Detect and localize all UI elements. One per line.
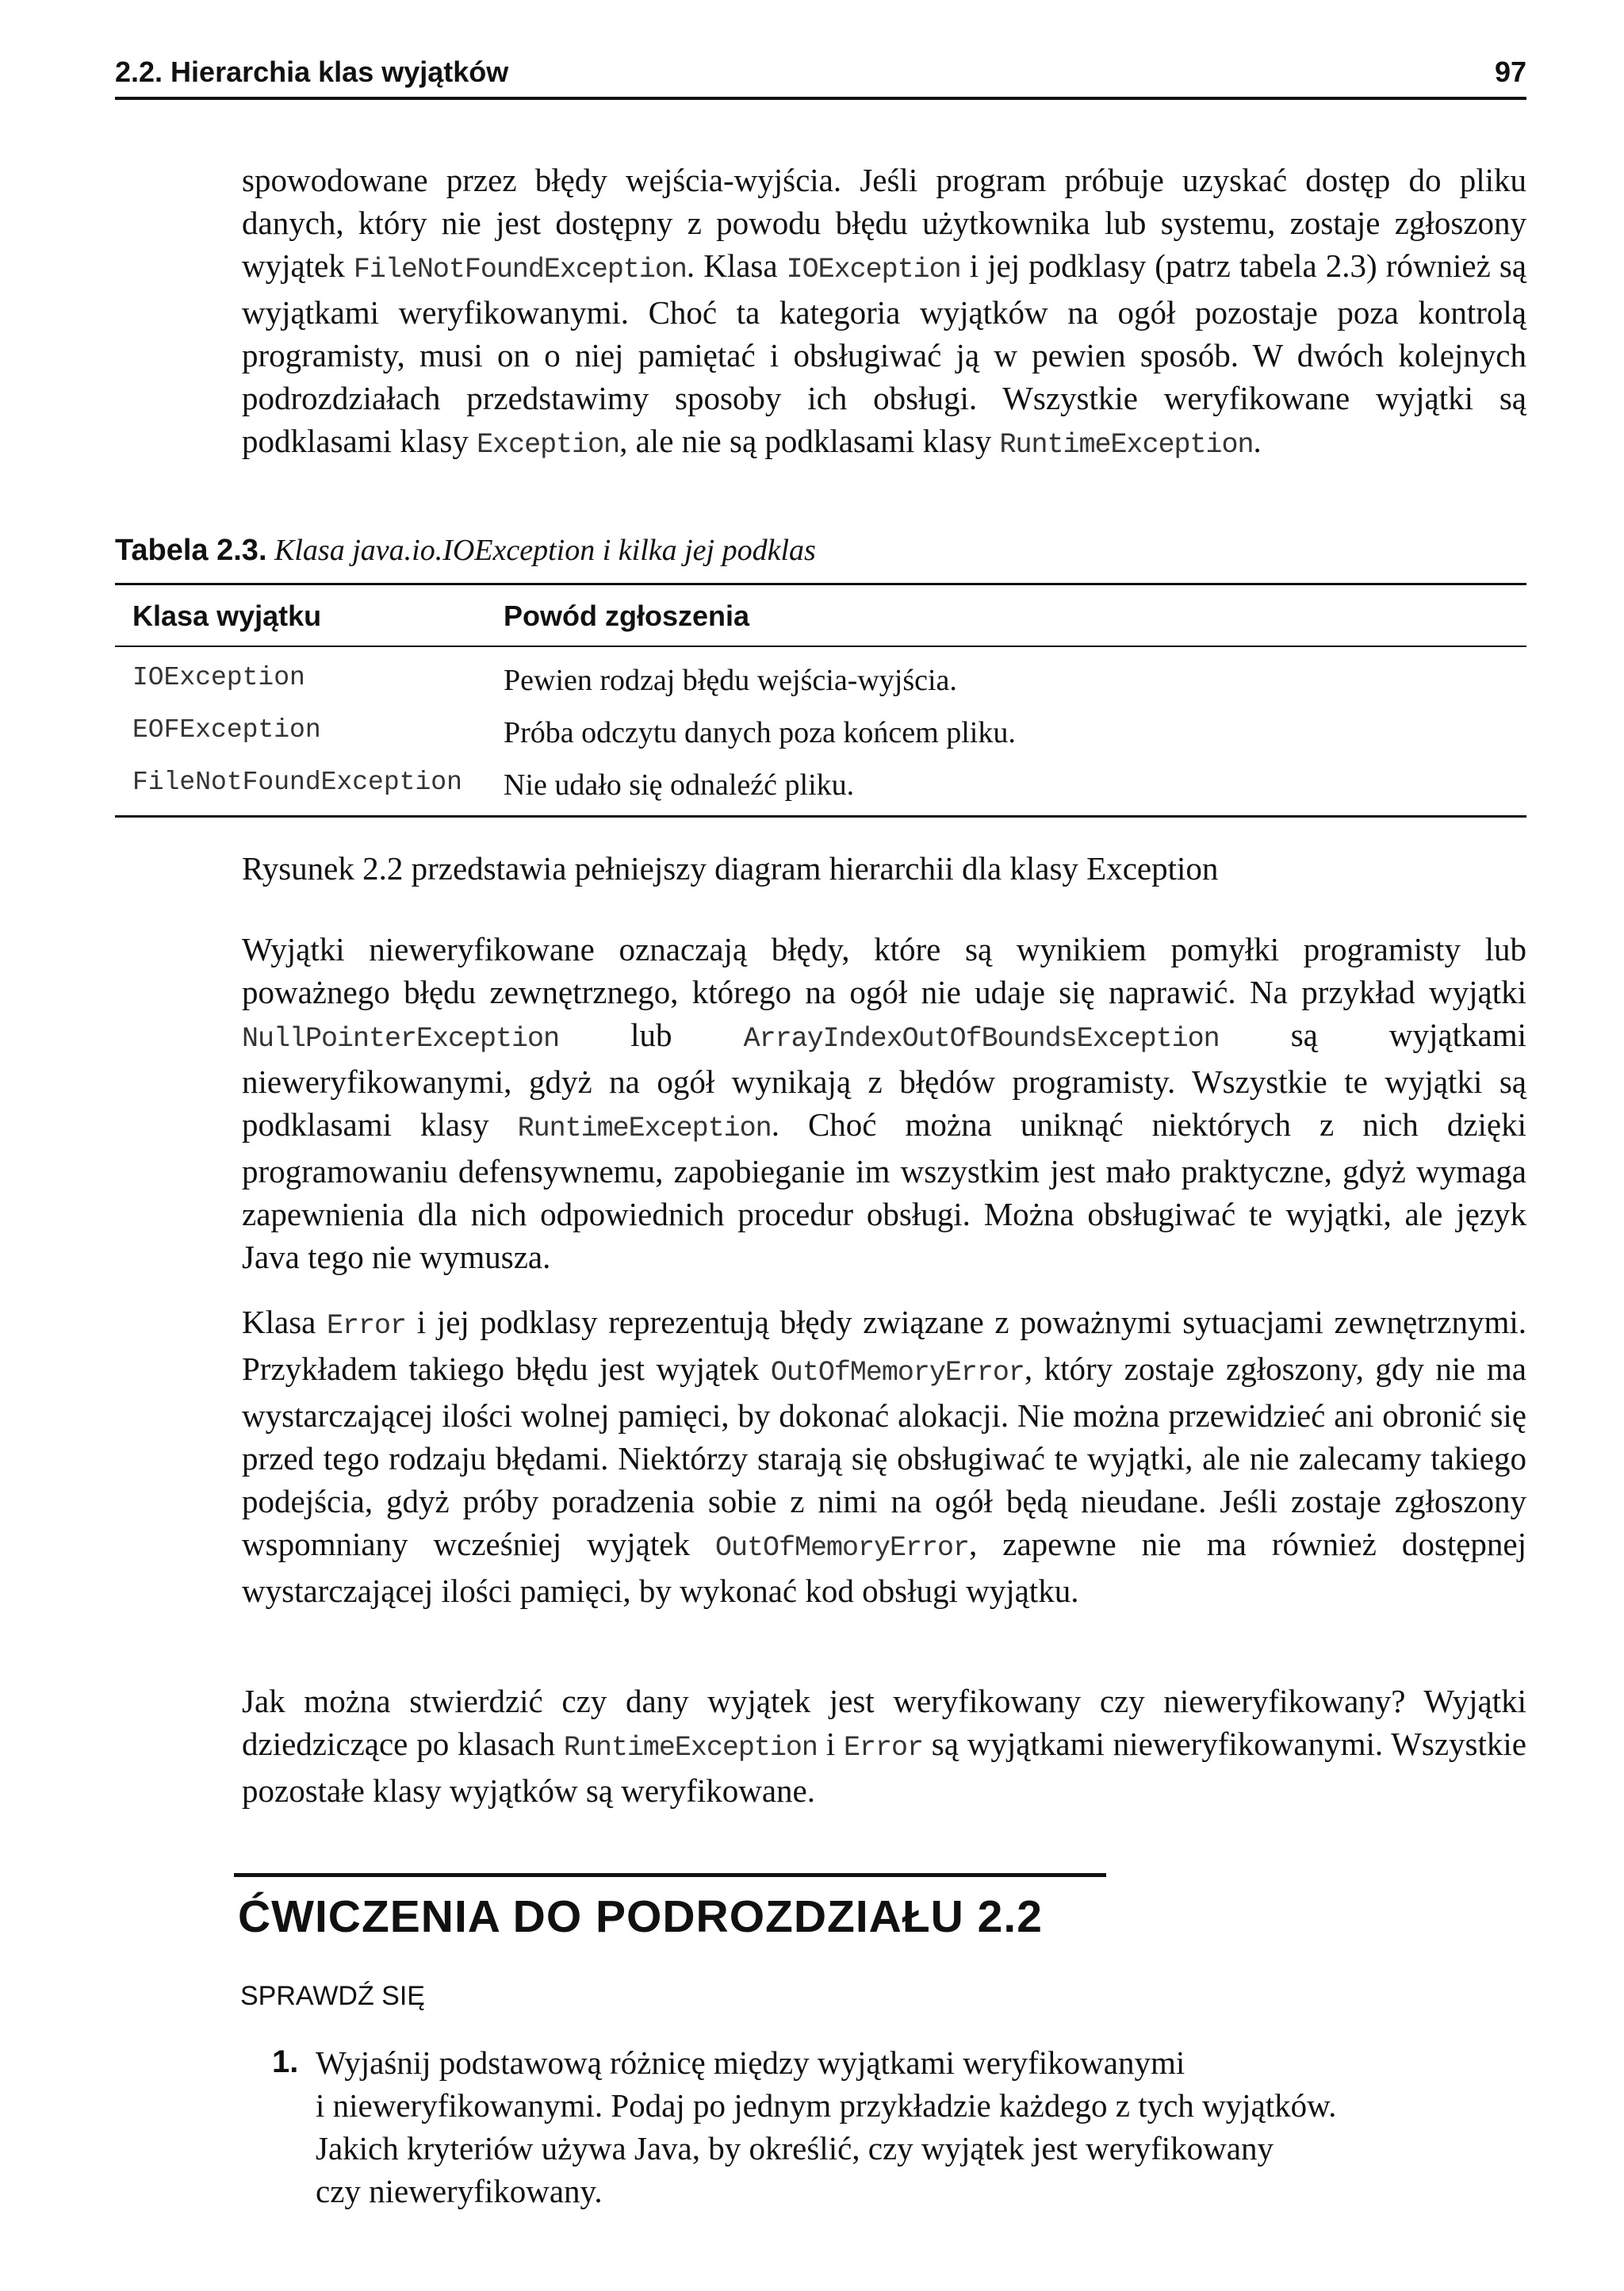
table-cell-reason: Pewien rodzaj błędu wejścia-wyjścia. bbox=[504, 664, 957, 697]
table-row bbox=[115, 758, 1526, 810]
paragraph-unchecked-exceptions bbox=[242, 928, 1526, 1278]
text-run: Jak można stwierdzić czy dany wyjątek jest weryfikowany czy nieweryfikowany? Wyjątki dziedziczące po klasach bbox=[242, 1683, 1526, 1762]
code-run: Error bbox=[843, 1732, 923, 1764]
text-run: , który zostaje zgłoszony, gdy nie ma wystarczającej ilości wolnej pamięci, by dokonać alokacji. Nie można przewidzieć ani obronić się przed tego rodzaju błędami. Niektórzy starają się obsługiwać te wyjątki, ale nie zalecamy takiego podejścia, gdyż próby poradzenia sobie z nimi na ogół będą nieudane. Jeśli zostaje zgłoszony wspomniany wcześniej wyjątek bbox=[242, 1350, 1526, 1562]
code-run: ArrayIndexOutOfBoundsException bbox=[743, 1023, 1220, 1055]
text-run: i jej podklasy (patrz tabela 2.3) również są wyjątkami weryfikowanymi. Choć ta kategoria wyjątków na ogół pozostaje poza kontrolą programisty, musi on o niej pamiętać i obsługiwać ją w pewien sposób. W dwóch kolejnych podrozdziałach przedstawimy sposoby ich obsługi. Wszystkie weryfikowane wyjątki są podklasami klasy bbox=[242, 247, 1526, 459]
table-cell-class: FileNotFoundException bbox=[132, 768, 462, 797]
text-run: Wyjątki nieweryfikowane oznaczają błędy, które są wynikiem pomyłki programisty lub poważnego błędu zewnętrznego, którego na ogół nie udaje się naprawić. Na przykład wyjątki bbox=[242, 931, 1526, 1010]
text-run: i jej podklasy reprezentują błędy związane z poważnymi sytuacjami zewnętrznymi. Przykładem takiego błędu jest wyjątek bbox=[242, 1304, 1526, 1387]
table-row bbox=[115, 706, 1526, 758]
text-run: i bbox=[817, 1726, 844, 1762]
paragraph-how-to-tell bbox=[242, 1680, 1526, 1812]
paragraph-error-class bbox=[242, 1301, 1526, 1612]
code-run: IOException bbox=[786, 254, 961, 285]
table-caption bbox=[115, 533, 816, 568]
exercise-line: Jakich kryteriów używa Java, by określić, czy wyjątek jest weryfikowany bbox=[316, 2130, 1274, 2166]
text-run: są wyjątkami nieweryfikowanymi, gdyż na ogół wynikają z błędów programisty. Wszystkie te wyjątki są podklasami klasy bbox=[242, 1017, 1526, 1143]
text-run: . Choć można uniknąć niektórych z nich dzięki programowaniu defensywnemu, zapobieganie im wszystkim jest mało praktyczne, gdyż wymaga zapewnienia dla nich odpowiednich procedur obsługi. Można obsługiwać te wyjątki, ale język Java tego nie wymusza. bbox=[242, 1106, 1526, 1275]
section-rule bbox=[234, 1873, 1106, 1877]
code-run: RuntimeException bbox=[563, 1732, 818, 1764]
table-caption-label: Tabela 2.3. bbox=[115, 534, 267, 567]
figure-reference: Rysunek 2.2 przedstawia pełniejszy diagram hierarchii dla klasy Exception bbox=[242, 850, 1219, 887]
text-run: Klasa bbox=[242, 1304, 327, 1340]
table-cell-reason: Próba odczytu danych poza końcem pliku. bbox=[504, 716, 1016, 749]
text-run: , zapewne nie ma również dostępnej wystarczającej ilości pamięci, by wykonać kod obsługi wyjątku. bbox=[242, 1526, 1526, 1609]
table-header-class: Klasa wyjątku bbox=[132, 600, 322, 632]
table-header-reason: Powód zgłoszenia bbox=[504, 600, 750, 632]
code-run: Error bbox=[327, 1310, 407, 1342]
table-header-row bbox=[115, 585, 1526, 646]
exercise-number: 1. bbox=[272, 2044, 299, 2079]
exercise-line: Wyjaśnij podstawową różnicę między wyjątkami weryfikowanymi bbox=[316, 2044, 1185, 2081]
text-run: lub bbox=[559, 1017, 744, 1053]
paragraph-checked-exceptions bbox=[242, 159, 1526, 466]
exception-table bbox=[115, 583, 1526, 818]
text-run: , ale nie są podklasami klasy bbox=[619, 423, 1000, 459]
running-head bbox=[115, 51, 1526, 100]
code-run: Exception bbox=[477, 429, 620, 461]
code-run: NullPointerException bbox=[242, 1023, 560, 1055]
table-cell-class: IOException bbox=[132, 663, 305, 692]
table-row bbox=[115, 653, 1526, 706]
code-run: RuntimeException bbox=[517, 1113, 772, 1144]
page-number: 97 bbox=[1494, 56, 1526, 88]
code-run: OutOfMemoryError bbox=[714, 1532, 970, 1564]
code-run: OutOfMemoryError bbox=[770, 1357, 1025, 1389]
table-caption-text: Klasa java.io.IOException i kilka jej podklas bbox=[274, 534, 816, 567]
exercise-line: i nieweryfikowanymi. Podaj po jednym przykładzie każdego z tych wyjątków. bbox=[316, 2087, 1337, 2124]
table-cell-reason: Nie udało się odnaleźć pliku. bbox=[504, 768, 855, 802]
exercise-text bbox=[316, 2041, 1505, 2212]
table-cell-class: EOFException bbox=[132, 715, 321, 745]
exercise-line: czy nieweryfikowany. bbox=[316, 2173, 603, 2209]
text-run: spowodowane przez błędy wejścia-wyjścia. Jeśli program próbuje uzyskać dostęp do pliku danych, który nie jest dostępny z powodu błędu użytkownika lub systemu, zostaje zgłoszony wyjątek bbox=[242, 162, 1526, 284]
text-run: . Klasa bbox=[686, 247, 787, 284]
table-bottom-rule bbox=[115, 815, 1526, 818]
text-run: są wyjątkami nieweryfikowanymi. Wszystkie pozostałe klasy wyjątków są weryfikowane. bbox=[242, 1726, 1526, 1809]
text-run: . bbox=[1253, 423, 1262, 459]
section-subhead: SPRAWDŹ SIĘ bbox=[240, 1981, 425, 2011]
running-head-title: 2.2. Hierarchia klas wyjątków bbox=[115, 56, 509, 88]
section-title: ĆWICZENIA DO PODROZDZIAŁU 2.2 bbox=[238, 1891, 1043, 1942]
code-run: RuntimeException bbox=[999, 429, 1254, 461]
code-run: FileNotFoundException bbox=[353, 254, 687, 285]
